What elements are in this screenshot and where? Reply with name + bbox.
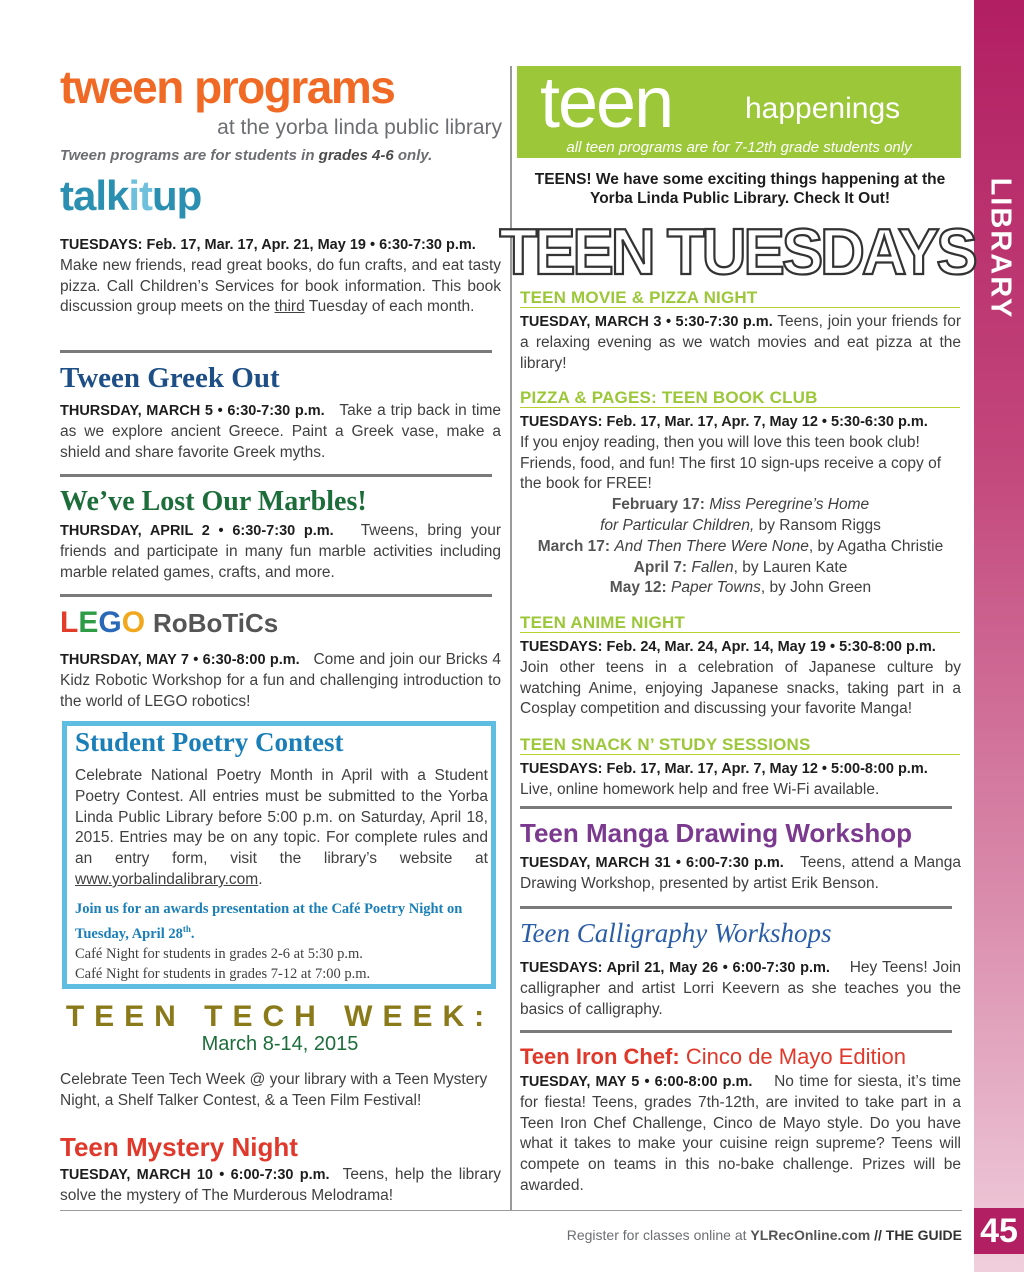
lego-letter-o: O — [121, 606, 146, 639]
book-author: , by John Green — [760, 579, 872, 597]
mystery-title: Teen Mystery Night — [60, 1132, 298, 1162]
section-label — [978, 170, 1018, 330]
calligraphy-when: TUESDAYS: April 21, May 26 • 6:00-7:30 p.m. — [520, 960, 830, 976]
marbles-when: THURSDAY, APRIL 2 • 6:30-7:30 p.m. — [60, 523, 334, 539]
lego-when: THURSDAY, MAY 7 • 6:30-8:00 p.m. — [60, 652, 300, 668]
book-author: , by Agatha Christie — [808, 537, 944, 555]
lego-letter-g: G — [98, 606, 122, 639]
footer-rule — [60, 1210, 962, 1211]
talkitup-when: TUESDAYS: Feb. 17, Mar. 17, Apr. 21, May 19 • 6:30-7:30 p.m. — [60, 237, 476, 253]
book-month: February 17: — [611, 496, 705, 514]
manga-body: Teens, attend a Manga Drawing Workshop, presented by artist Erik Benson. — [520, 854, 961, 892]
poetry-section — [75, 766, 488, 984]
manga-when: TUESDAY, MARCH 31 • 6:00-7:30 p.m. — [520, 855, 784, 871]
teen-word: teen — [540, 63, 673, 143]
snack-section — [520, 759, 961, 801]
section-label-text: LIBRARY — [984, 177, 1017, 320]
teen-tech-week-title: TEEN TECH WEEK: — [65, 1000, 495, 1033]
teen-tuesdays-logo-art — [499, 214, 975, 289]
movie-section — [520, 312, 961, 374]
footer — [520, 1227, 962, 1243]
tween-programs-note — [60, 147, 432, 164]
marbles-body: Tweens, bring your friends and participate in many fun marble activities including marble related games, crafts, and more. — [60, 522, 502, 581]
heading-underline — [520, 754, 960, 755]
footer-site-link[interactable]: YLRecOnline.com — [750, 1227, 871, 1243]
page-number: 45 — [974, 1208, 1024, 1254]
talkitup-title-c: up — [152, 172, 202, 219]
poetry-join — [75, 899, 488, 944]
manga-section — [520, 853, 961, 895]
book-list-item — [520, 537, 961, 558]
teen-tech-week-body: Celebrate Teen Tech Week @ your library with a Teen Mystery Night, a Shelf Talker Contest, & a Teen Film Festival! — [60, 1071, 488, 1109]
teen-tech-week-date: March 8-14, 2015 — [201, 1033, 359, 1055]
book-title: Paper Towns — [670, 579, 761, 597]
lego-section — [60, 650, 501, 712]
poetry-body-1: Celebrate National Poetry Month in April with a Student Poetry Contest. All entries must be submitted to the Yorba Linda Public Library before 5:00 p.m. on Saturday, April 18, 2015. Entries may be on any topic. For complete rules and an entry form, visit the library’s website at — [75, 767, 488, 868]
library-website-link[interactable]: www.yorbalindalibrary.com — [75, 870, 259, 888]
book-author: , by Lauren Kate — [733, 558, 848, 576]
lego-title-rest: RoBoTiCs — [153, 608, 279, 638]
book-author: by Ransom Riggs — [754, 516, 881, 534]
book-month: March 17: — [537, 537, 611, 555]
teen-note: all teen programs are for 7-12th grade students only — [566, 139, 912, 156]
ironchef-title — [520, 1044, 906, 1070]
calligraphy-title: Teen Calligraphy Workshops — [520, 918, 832, 948]
talkitup-body-2: Tuesday of each month. — [304, 298, 475, 316]
lego-letter-e: E — [78, 606, 99, 639]
poetry-night-2: Café Night for students in grades 7-12 at 7:00 p.m. — [75, 965, 371, 982]
anime-when: TUESDAYS: Feb. 24, Mar. 24, Apr. 14, May 19 • 5:30-8:00 p.m. — [520, 639, 936, 655]
happenings-word: happenings — [745, 92, 901, 125]
footer-guide: // THE GUIDE — [870, 1227, 962, 1243]
ironchef-title-bold: Teen Iron Chef: — [520, 1044, 680, 1069]
ironchef-body: No time for siesta, it’s time for fiesta! Teens, grades 7th-12th, are invited to take part in a Teen Iron Chef Challenge, Cinco de Mayo style. Do you have what it takes to make your cuisine reign supreme? Teens will compete on teams in this no-bake challenge. Prizes will be awarded. — [520, 1073, 961, 1194]
note-text-end: only. — [393, 147, 433, 164]
talkitup-body — [60, 256, 501, 318]
snack-title: TEEN SNACK N’ STUDY SESSIONS — [520, 735, 811, 754]
talkitup-body-1: Make new friends, read great books, do fun crafts, and eat tasty pizza. Call Children’s Services for book information. This book discussion group meets on the — [60, 256, 501, 316]
marbles-title: We’ve Lost Our Marbles! — [60, 486, 367, 517]
bookclub-title: PIZZA & PAGES: TEEN BOOK CLUB — [520, 388, 818, 407]
talkitup-title-a: talk — [60, 172, 129, 219]
greek-body: Take a trip back in time as we explore ancient Greece. Paint a Greek vase, make a shield and share favorite Greek myths. — [60, 402, 502, 461]
anime-section — [520, 637, 961, 720]
book-list-item — [520, 558, 961, 579]
lego-letter-l: L — [60, 606, 79, 639]
teen-tuesdays-logo — [499, 214, 975, 289]
anime-title: TEEN ANIME NIGHT — [520, 613, 686, 632]
lego-body: Come and join our Bricks 4 Kidz Robotic Workshop for a fun and challenging introduction to the world of LEGO robotics! — [60, 651, 501, 710]
book-month: April 7: — [633, 558, 688, 576]
lego-title — [60, 606, 278, 640]
book-month: May 12: — [609, 579, 667, 597]
divider — [60, 474, 492, 477]
manga-title: Teen Manga Drawing Workshop — [520, 818, 912, 848]
book-list-item — [520, 578, 961, 599]
snack-when: TUESDAYS: Feb. 17, Mar. 17, Apr. 7, May 12 • 5:00-8:00 p.m. — [520, 761, 928, 777]
movie-when: TUESDAY, MARCH 3 • 5:30-7:30 p.m. — [520, 314, 773, 330]
greek-section — [60, 401, 501, 463]
talkitup-section — [60, 235, 501, 318]
heading-underline — [520, 632, 960, 633]
marbles-section — [60, 521, 501, 583]
divider — [520, 906, 952, 909]
poetry-night-1: Café Night for students in grades 2-6 at 5:30 p.m. — [75, 945, 363, 962]
book-list-item — [520, 516, 961, 537]
bookclub-section — [520, 412, 961, 599]
movie-title: TEEN MOVIE & PIZZA NIGHT — [520, 288, 758, 307]
poetry-title: Student Poetry Contest — [75, 727, 344, 757]
greek-when: THURSDAY, MARCH 5 • 6:30-7:30 p.m. — [60, 403, 325, 419]
ironchef-section — [520, 1072, 961, 1197]
teen-tech-week-section — [60, 1070, 501, 1112]
ironchef-when: TUESDAY, MAY 5 • 6:00-8:00 p.m. — [520, 1074, 753, 1090]
mystery-body: Teens, help the library solve the mystery of The Murderous Melodrama! — [60, 1166, 501, 1204]
snack-body: Live, online homework help and free Wi-Fi available. — [520, 780, 880, 798]
calligraphy-section — [520, 958, 961, 1020]
bookclub-when: TUESDAYS: Feb. 17, Mar. 17, Apr. 7, May 12 • 5:30-6:30 p.m. — [520, 414, 928, 430]
poetry-join-sup: th — [182, 923, 191, 934]
bookclub-body: If you enjoy reading, then you will love this teen book club! Friends, food, and fun! The first 10 sign-ups receive a copy of the book for FREE! — [520, 433, 942, 493]
talkitup-title-b: it — [128, 172, 153, 219]
movie-body: Teens, join your friends for a relaxing evening as we watch movies and eat pizza at the library! — [520, 313, 961, 372]
poetry-join-2: . — [190, 925, 195, 942]
book-title: Fallen — [691, 558, 734, 576]
talkitup-body-underlined: third — [274, 298, 305, 316]
divider — [60, 594, 492, 597]
heading-underline — [520, 307, 960, 308]
book-title: And Then There Were None — [614, 537, 809, 555]
teen-tuesdays-logo-text: TEEN TUESDAYS — [499, 215, 975, 289]
poetry-body — [75, 766, 488, 891]
heading-underline — [520, 407, 960, 408]
divider — [520, 1030, 952, 1033]
tween-programs-subtitle: at the yorba linda public library — [217, 116, 502, 139]
teen-intro: TEENS! We have some exciting things happening at the Yorba Linda Public Library. Check It Out! — [534, 171, 946, 207]
anime-body: Join other teens in a celebration of Japanese culture by watching Anime, enjoying Japanese snacks, taking part in a Cosplay competition and discussing your favorite Manga! — [520, 658, 961, 718]
footer-prefix: Register for classes online at — [566, 1227, 751, 1243]
divider — [60, 350, 492, 353]
poetry-join-1: Join us for an awards presentation at the Café Poetry Night on Tuesday, April 28 — [75, 900, 463, 942]
mystery-section — [60, 1165, 501, 1207]
book-title: Miss Peregrine’s Home — [709, 496, 870, 514]
divider — [520, 806, 952, 809]
ironchef-title-light: Cinco de Mayo Edition — [679, 1044, 906, 1069]
note-text: Tween programs are for students in — [60, 147, 319, 164]
note-grades: grades 4-6 — [318, 147, 394, 164]
mystery-when: TUESDAY, MARCH 10 • 6:00-7:30 p.m. — [60, 1167, 330, 1183]
poetry-body-2: . — [258, 870, 263, 888]
talkitup-title — [60, 172, 201, 220]
greek-title: Tween Greek Out — [60, 362, 280, 394]
book-list-item — [520, 495, 961, 516]
calligraphy-body: Hey Teens! Join calligrapher and artist Lorri Keevern as she teaches you the basics of calligraphy. — [520, 959, 962, 1018]
tween-programs-title: tween programs — [60, 61, 395, 113]
book-title: for Particular Children, — [600, 516, 755, 534]
